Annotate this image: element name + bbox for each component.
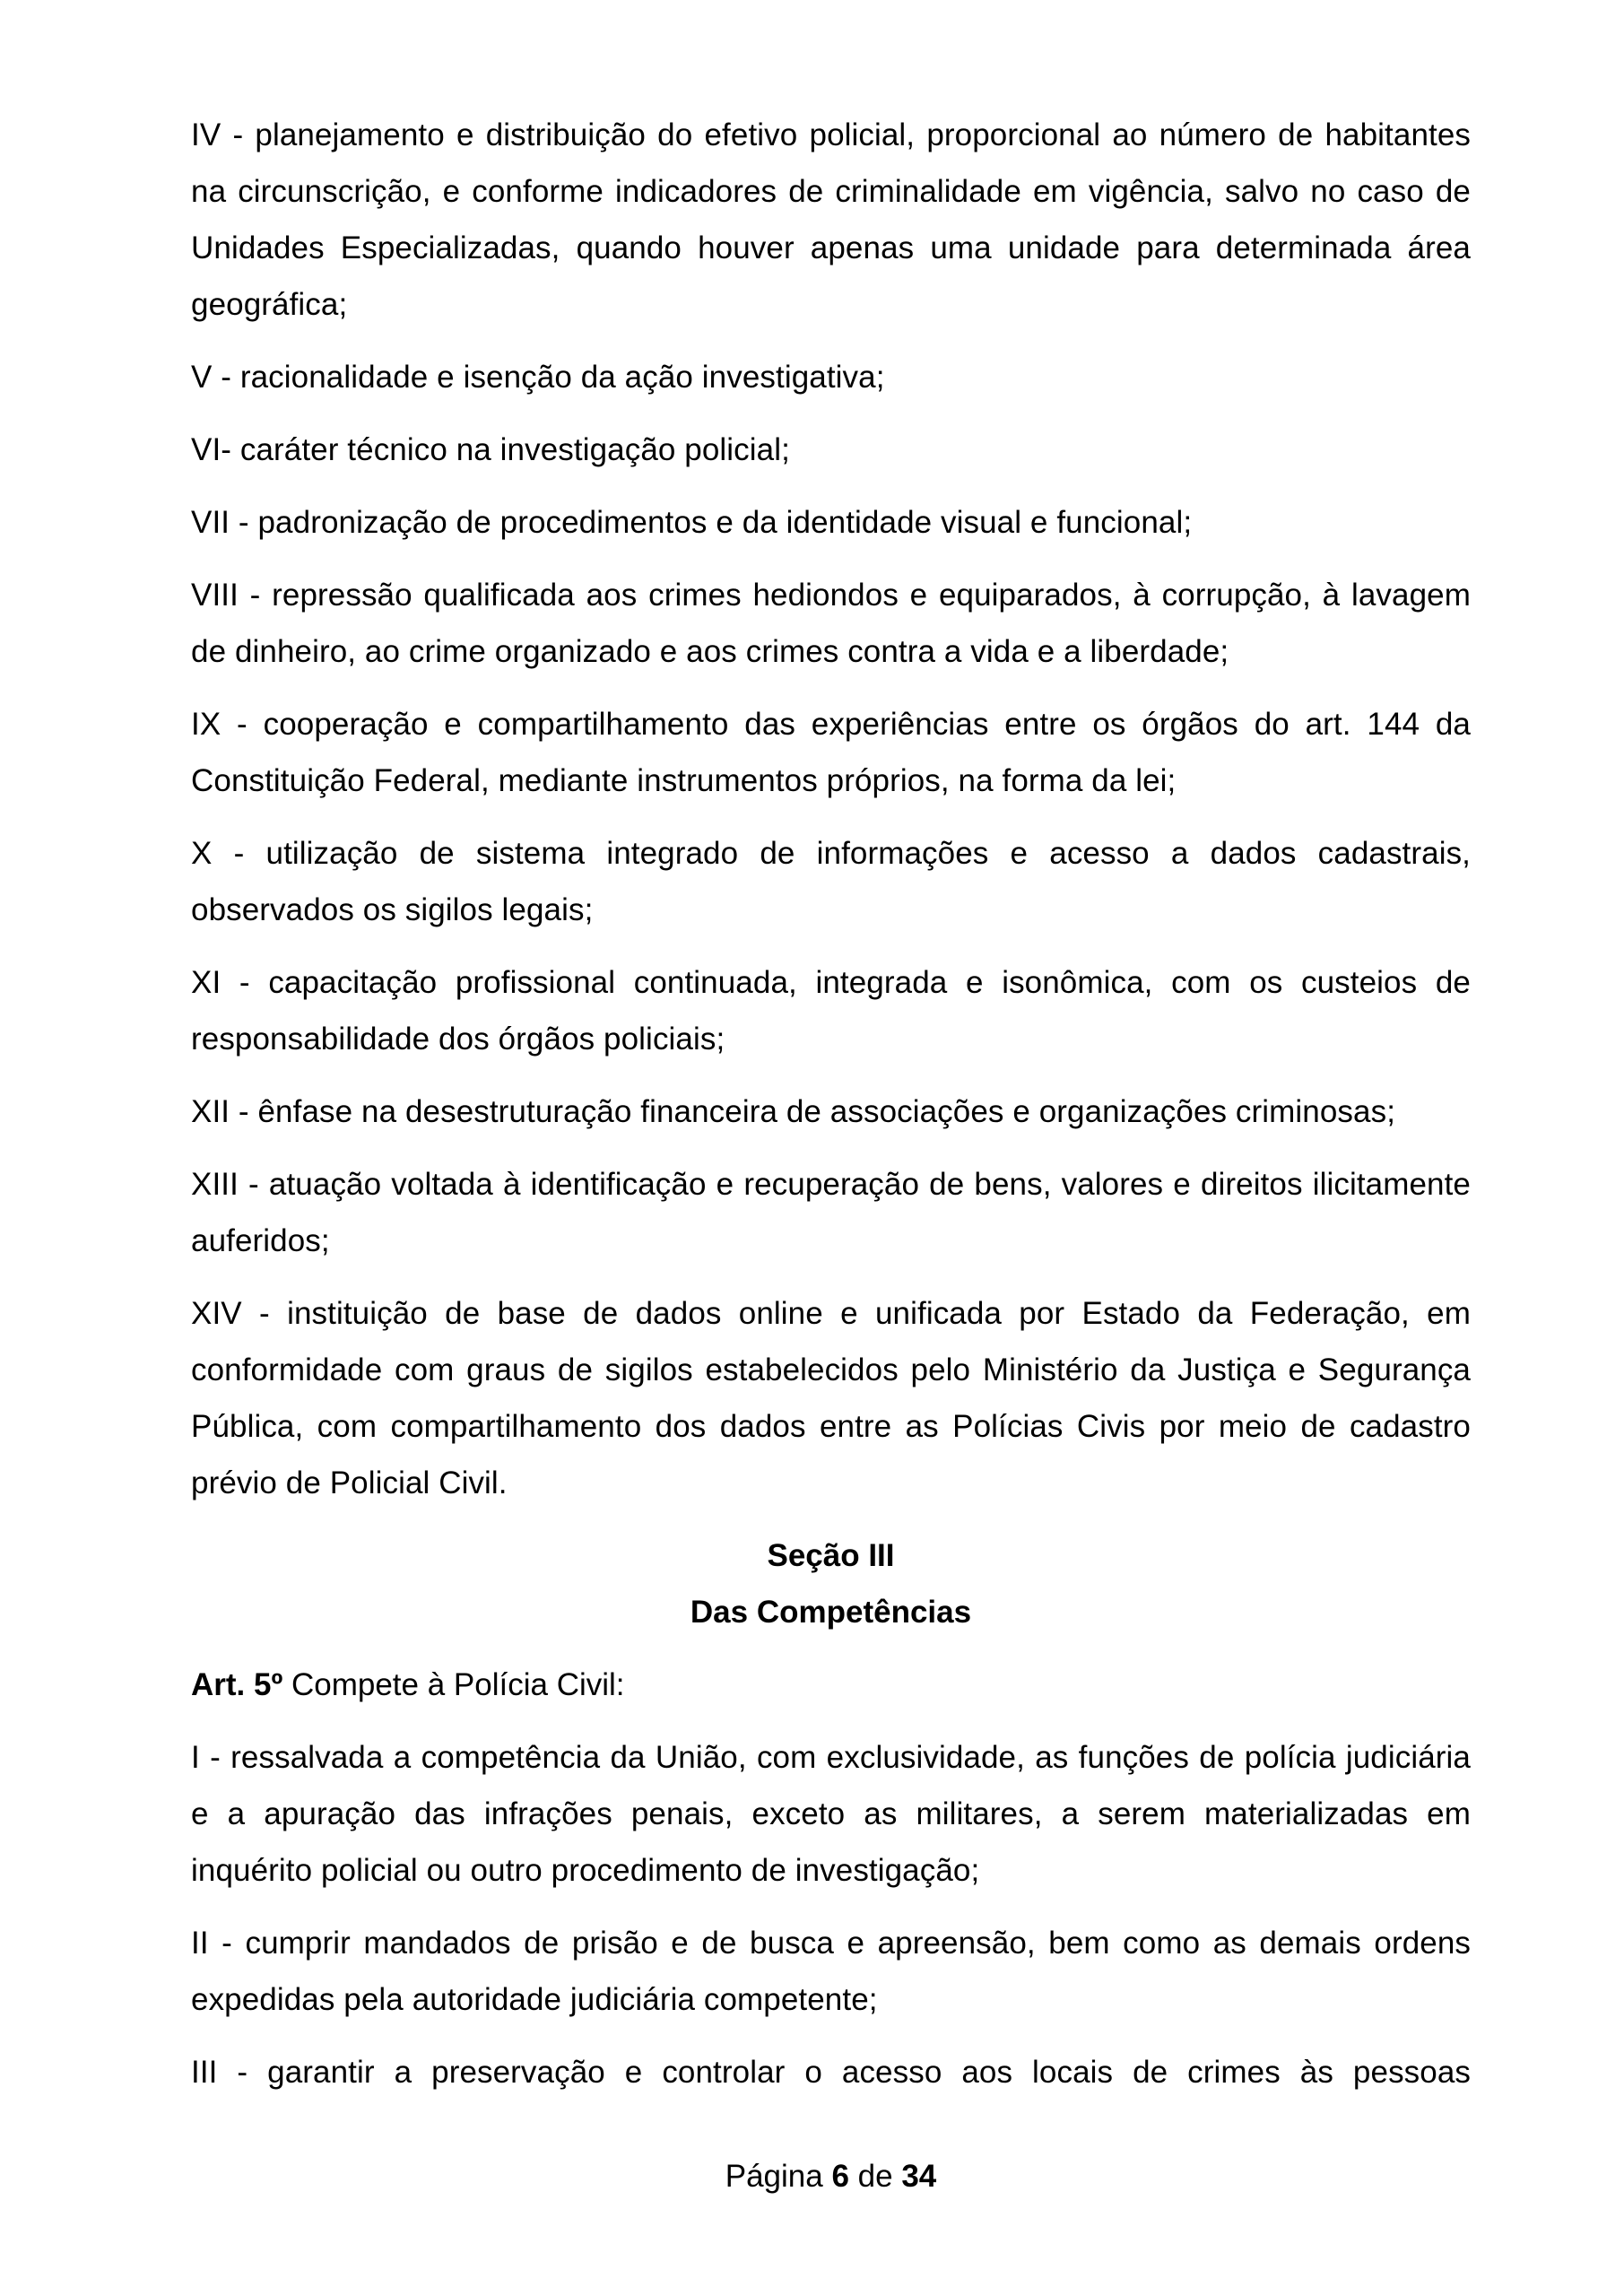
article-5-text: Compete à Polícia Civil: [291,1667,625,1702]
clause-xiii: XIII - atuação voltada à identificação e recuperação de bens, valores e direitos ilicitamente auferidos; [191,1167,1471,1258]
section-heading-title: Das Competências [690,1595,972,1630]
section-heading [191,1527,1471,1640]
clause-xi: XI - capacitação profissional continuada, integrada e isonômica, com os custeios de responsabilidade dos órgãos policiais; [191,965,1471,1057]
article-5-label: Art. 5º [191,1667,283,1702]
clause-v: V - racionalidade e isenção da ação investigativa; [191,360,885,395]
clause-iv: IV - planejamento e distribuição do efetivo policial, proporcional ao número de habitantes na circunscrição, e conforme indicadores de criminalidade em vigência, salvo no caso de Unidades Especializadas, quando houver apenas uma unidade para determinada área geográfica; [191,117,1471,322]
clause-vii: VII - padronização de procedimentos e da identidade visual e funcional; [191,505,1193,540]
clause-x: X - utilização de sistema integrado de informações e acesso a dados cadastrais, observados os sigilos legais; [191,836,1471,927]
clause-xiv: XIV - instituição de base de dados online e unificada por Estado da Federação, em conformidade com graus de sigilos estabelecidos pelo Ministério da Justiça e Segurança Pública, com compartilhamento dos dados entre as Polícias Civis por meio de cadastro prévio de Policial Civil. [191,1296,1471,1500]
footer-page-number: 6 [831,2159,849,2194]
footer-of-word: de [857,2159,893,2194]
clause-viii: VIII - repressão qualificada aos crimes hediondos e equiparados, à corrupção, à lavagem de dinheiro, ao crime organizado e aos crimes contra a vida e a liberdade; [191,578,1471,669]
section-heading-number: Seção III [767,1538,895,1573]
competency-ii: II - cumprir mandados de prisão e de busca e apreensão, bem como as demais ordens expedidas pela autoridade judiciária competente; [191,1926,1471,2017]
clause-ix: IX - cooperação e compartilhamento das experiências entre os órgãos do art. 144 da Constituição Federal, mediante instrumentos próprios, na forma da lei; [191,707,1471,798]
competency-i: I - ressalvada a competência da União, com exclusividade, as funções de polícia judiciária e a apuração das infrações penais, exceto as militares, a serem materializadas em inquérito policial ou outro procedimento de investigação; [191,1740,1471,1888]
footer-total-pages: 34 [901,2159,937,2194]
competency-iii: III - garantir a preservação e controlar o acesso aos locais de crimes às pessoas [191,2055,1471,2090]
clause-vi: VI- caráter técnico na investigação policial; [191,432,790,467]
document-body [191,107,1471,2117]
article-5-line [191,1657,1471,1713]
footer-label: Página [725,2159,823,2194]
page-footer [191,2148,1471,2205]
clause-xii: XII - ênfase na desestruturação financeira de associações e organizações criminosas; [191,1094,1396,1129]
